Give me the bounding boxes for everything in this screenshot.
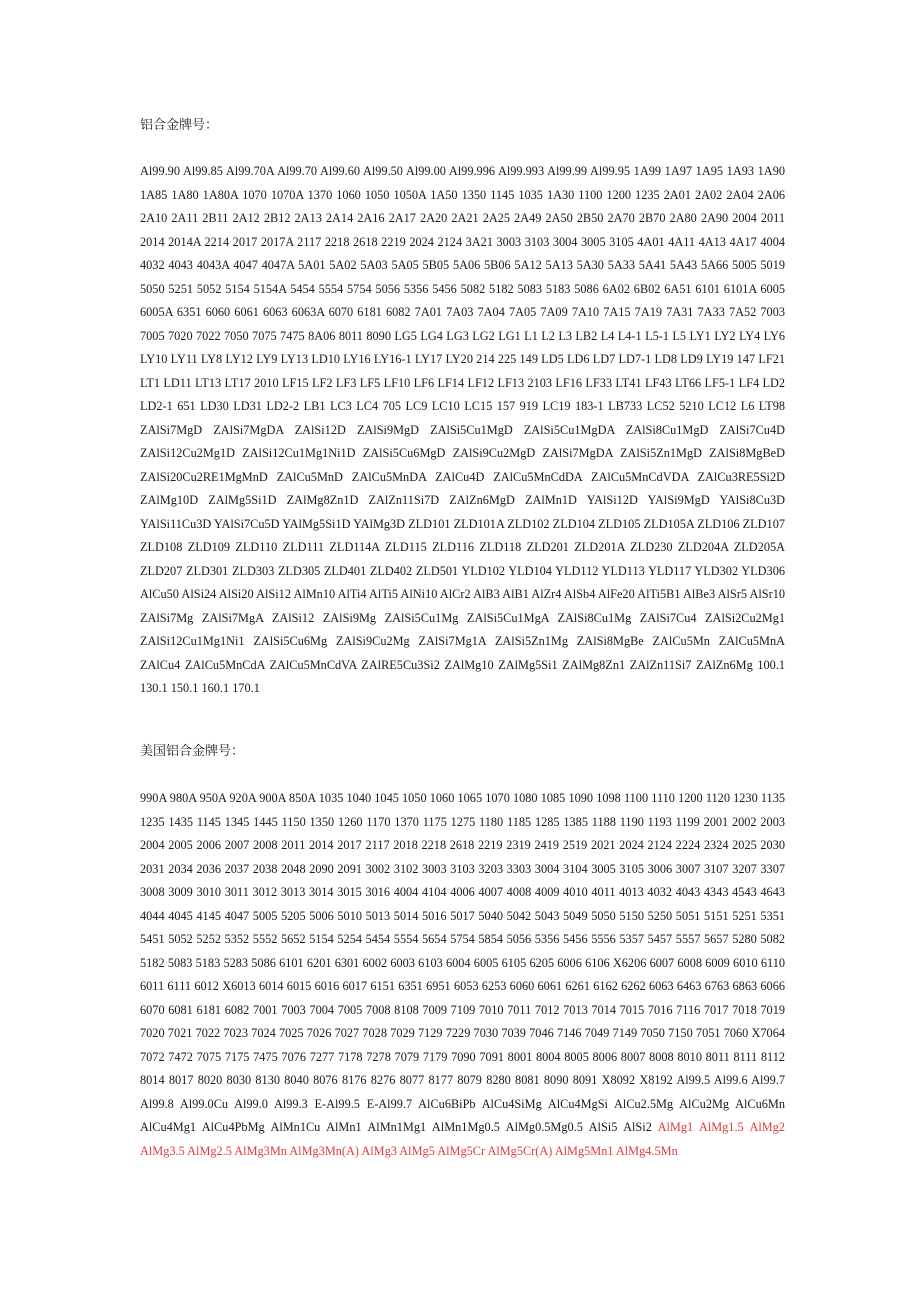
paragraph-grades-list: Al99.90 Al99.85 Al99.70A Al99.70 Al99.60 Al99.50 Al99.00 Al99.996 Al99.993 Al99.99 Al99.95 1A99 1A97 1A95 1A93 1A90 1A85 1A80 1A80A 1070 1070A 1370 1060 1050 1050A 1A50 1350 1145 1035 1A30 1100 1200 1235 2A01 2A02 2A04 2A06 2A10 2A11 2B11 2A12 2B12 2A13 2A14 2A16 2A17 2A20 2A21 2A25 2A49 2A50 2B50 2A70 2B70 2A80 2A90 2004 2011 2014 2014A 2214 2017 2017A 2117 2218 2618 2219 2024 2124 3A21 3003 3103 3004 3005 3105 4A01 4A11 4A13 4A17 4004 4032 4043 4043A 4047 4047A 5A01 5A02 5A03 5A05 5B05 5A06 5B06 5A12 5A13 5A30 5A33 5A41 5A43 5A66 5005 5019 5050 5251 5052 5154 5154A 5454 5554 5754 5056 5356 5456 5082 5182 5083 5183 5086 6A02 6B02 6A51 6101 6101A 6005 6005A 6351 6060 6061 6063 6063A 6070 6181 6082 7A01 7A03 7A04 7A05 7A09 7A10 7A15 7A19 7A31 7A33 7A52 7003 7005 7020 7022 7050 7075 7475 8A06 8011 8090 LG5 LG4 LG3 LG2 LG1 L1 L2 L3 LB2 L4 L4-1 L5-1 L5 LY1 LY2 LY4 LY6 LY10 LY11 LY8 LY12 LY9 LY13 LD10 LY16 LY16-1 LY17 LY20 214 225 149 LD5 LD6 LD7 LD7-1 LD8 LD9 LY19 147 LF21 LT1 LD11 LT13 LT17 2010 LF15 LF2 LF3 LF5 LF10 LF6 LF14 LF12 LF13 2103 LF16 LF33 LT41 LF43 LT66 LF5-1 LF4 LD2 LD2-1 651 LD30 LD31 LD2-2 LB1 LC3 LC4 705 LC9 LC10 LC15 157 919 LC19 183-1 LB733 LC52 5210 LC12 L6 LT98 ZAlSi7MgD ZAlSi7MgDA ZAlSi12D ZAlSi9MgD ZAlSi5Cu1MgD ZAlSi5Cu1MgDA ZAlSi8Cu1MgD ZAlSi7Cu4D ZAlSi12Cu2Mg1D ZAlSi12Cu1Mg1Ni1D ZAlSi5Cu6MgD ZAlSi9Cu2MgD ZAlSi7MgDA ZAlSi5Zn1MgD ZAlSi8MgBeD ZAlSi20Cu2RE1MgMnD ZAlCu5MnD ZAlCu5MnDA ZAlCu4D ZAlCu5MnCdDA ZAlCu5MnCdVDA ZAlCu3RE5Si2D ZAlMg10D ZAlMg5Si1D ZAlMg8Zn1D ZAlZn11Si7D ZAlZn6MgD ZAlMn1D YAlSi12D YAlSi9MgD YAlSi8Cu3D YAlSi11Cu3D YAlSi7Cu5D YAlMg5Si1D YAlMg3D ZLD101 ZLD101A ZLD102 ZLD104 ZLD105 ZLD105A ZLD106 ZLD107 ZLD108 ZLD109 ZLD110 ZLD111 ZLD114A ZLD115 ZLD116 ZLD118 ZLD201 ZLD201A ZLD230 ZLD204A ZLD205A ZLD207 ZLD301 ZLD303 ZLD305 ZLD401 ZLD402 ZLD501 YLD102 YLD104 YLD112 YLD113 YLD117 YLD302 YLD306 AlCu50 AlSi24 AlSi20 AlSi12 AlMn10 AlTi4 AlTi5 AlNi10 AlCr2 AlB3 AlB1 AlZr4 AlSb4 AlFe20 AlTi5B1 AlBe3 AlSr5 AlSr10 ZAlSi7Mg ZAlSi7MgA ZAlSi12 ZAlSi9Mg ZAlSi5Cu1Mg ZAlSi5Cu1MgA ZAlSi8Cu1Mg ZAlSi7Cu4 ZAlSi2Cu2Mg1 ZAlSi12Cu1Mg1Ni1 ZAlSi5Cu6Mg ZAlSi9Cu2Mg ZAlSi7Mg1A ZAlSi5Zn1Mg ZAlSi8MgBe ZAlCu5Mn ZAlCu5MnA ZAlCu4 ZAlCu5MnCdA ZAlCu5MnCdVA ZAlRE5Cu3Si2 ZAlMg10 ZAlMg5Si1 ZAlMg8Zn1 ZAlZn11Si7 ZAlZn6Mg 100.1 130.1 150.1 160.1 170.1 [140, 164, 785, 695]
paragraph-us-grades-list [140, 787, 785, 1163]
heading-us-aluminum-grades: 美国铝合金牌号： [140, 744, 245, 759]
us-grades-text: 990A 980A 950A 920A 900A 850A 1035 1040 1045 1050 1060 1065 1070 1080 1085 1090 1098 1100 1110 1200 1120 1230 1135 1235 1435 1145 1345 1445 1150 1350 1260 1170 1370 1175 1275 1180 1185 1285 1385 1188 1190 1193 1199 2001 2002 2003 2004 2005 2006 2007 2008 2011 2014 2017 2117 2018 2218 2618 2219 2319 2419 2519 2021 2024 2124 2224 2324 2025 2030 2031 2034 2036 2037 2038 2048 2090 2091 3002 3102 3003 3103 3203 3303 3004 3104 3005 3105 3006 3007 3107 3207 3307 3008 3009 3010 3011 3012 3013 3014 3015 3016 4004 4104 4006 4007 4008 4009 4010 4011 4013 4032 4043 4343 4543 4643 4044 4045 4145 4047 5005 5205 5006 5010 5013 5014 5016 5017 5040 5042 5043 5049 5050 5150 5250 5051 5151 5251 5351 5451 5052 5252 5352 5552 5652 5154 5254 5454 5554 5654 5754 5854 5056 5356 5456 5556 5357 5457 5557 5657 5280 5082 5182 5083 5183 5283 5086 6101 6201 6301 6002 6003 6103 6004 6005 6105 6205 6006 6106 X6206 6007 6008 6009 6010 6110 6011 6111 6012 X6013 6014 6015 6016 6017 6151 6351 6951 6053 6253 6060 6061 6261 6162 6262 6063 6463 6763 6863 6066 6070 6081 6181 6082 7001 7003 7004 7005 7008 8108 7009 7109 7010 7011 7012 7013 7014 7015 7016 7116 7017 7018 7019 7020 7021 7022 7023 7024 7025 7026 7027 7028 7029 7129 7229 7030 7039 7046 7146 7049 7149 7050 7150 7051 7060 X7064 7072 7472 7075 7175 7475 7076 7277 7178 7278 7079 7179 7090 7091 8001 8004 8005 8006 8007 8008 8010 8011 8111 8112 8014 8017 8020 8030 8130 8040 8076 8176 8276 8077 8177 8079 8280 8081 8090 8091 X8092 X8192 Al99.5 Al99.6 Al99.7 Al99.8 Al99.0Cu Al99.0 Al99.3 E-Al99.5 E-Al99.7 AlCu6BiPb AlCu4SiMg AlCu4MgSi AlCu2.5Mg AlCu2Mg AlCu6Mn AlCu4Mg1 AlCu4PbMg AlMn1Cu AlMn1 AlMn1Mg1 AlMn1Mg0.5 AlMg0.5Mg0.5 AlSi5 AlSi2 [140, 791, 785, 1134]
us-grades-highlighted-text: AlMg1 AlMg1.5 AlMg2 AlMg3.5 AlMg2.5 AlMg3Mn AlMg3Mn(A) AlMg3 AlMg5 AlMg5Cr AlMg5Cr(A) AlMg5Mn1 AlMg4.5Mn [140, 1120, 785, 1158]
heading-aluminum-grades: 铝合金牌号： [140, 118, 219, 133]
